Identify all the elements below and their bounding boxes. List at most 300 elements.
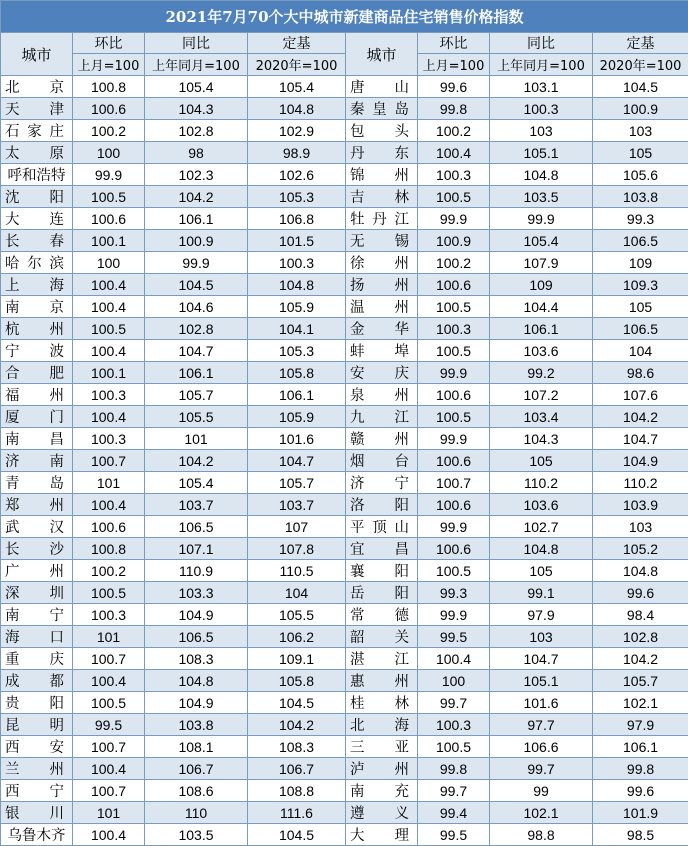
index-yoy-cell: 103 bbox=[490, 626, 593, 648]
index-yoy-cell: 108.6 bbox=[145, 780, 248, 802]
index-mom-cell: 99.9 bbox=[73, 164, 145, 186]
index-fixed-cell: 104.7 bbox=[593, 428, 688, 450]
city-name-cell: 济南 bbox=[1, 450, 73, 472]
index-yoy-cell: 106.1 bbox=[145, 362, 248, 384]
index-mom-cell: 99.9 bbox=[418, 208, 490, 230]
city-name-cell: 上海 bbox=[1, 274, 73, 296]
index-mom-cell: 99.5 bbox=[73, 714, 145, 736]
index-mom-cell: 101 bbox=[73, 626, 145, 648]
index-mom-cell: 100.6 bbox=[418, 538, 490, 560]
table-row bbox=[1, 516, 688, 538]
table-row bbox=[1, 758, 688, 780]
index-mom-cell: 100.3 bbox=[73, 604, 145, 626]
city-name-cell: 呼和浩特 bbox=[1, 164, 73, 186]
index-yoy-cell: 99.9 bbox=[145, 252, 248, 274]
city-name-cell: 合肥 bbox=[1, 362, 73, 384]
index-yoy-cell: 102.8 bbox=[145, 120, 248, 142]
index-mom-cell: 100.6 bbox=[418, 274, 490, 296]
index-fixed-cell: 104.1 bbox=[248, 318, 346, 340]
index-fixed-cell: 100.9 bbox=[593, 98, 688, 120]
index-mom-cell: 100.5 bbox=[73, 186, 145, 208]
index-mom-cell: 100.3 bbox=[73, 428, 145, 450]
index-yoy-cell: 105 bbox=[490, 450, 593, 472]
index-fixed-cell: 110.2 bbox=[593, 472, 688, 494]
table-row bbox=[1, 120, 688, 142]
index-fixed-cell: 105.3 bbox=[248, 340, 346, 362]
city-name-cell: 桂林 bbox=[346, 692, 418, 714]
city-name-cell: 石家庄 bbox=[1, 120, 73, 142]
header-city-left: 城市 bbox=[1, 33, 73, 76]
city-name-cell: 包头 bbox=[346, 120, 418, 142]
index-mom-cell: 100.1 bbox=[73, 362, 145, 384]
index-fixed-cell: 102.1 bbox=[593, 692, 688, 714]
city-name-cell: 赣州 bbox=[346, 428, 418, 450]
index-yoy-cell: 104.2 bbox=[145, 450, 248, 472]
city-name-cell: 西安 bbox=[1, 736, 73, 758]
index-fixed-cell: 105.3 bbox=[248, 186, 346, 208]
city-name-cell: 平顶山 bbox=[346, 516, 418, 538]
index-yoy-cell: 100.9 bbox=[145, 230, 248, 252]
index-mom-cell: 100 bbox=[73, 252, 145, 274]
table-row bbox=[1, 582, 688, 604]
index-fixed-cell: 104.8 bbox=[593, 560, 688, 582]
index-mom-cell: 100.6 bbox=[418, 450, 490, 472]
index-fixed-cell: 99.3 bbox=[593, 208, 688, 230]
city-name-cell: 唐山 bbox=[346, 76, 418, 98]
index-fixed-cell: 104.2 bbox=[593, 406, 688, 428]
index-yoy-cell: 109 bbox=[490, 274, 593, 296]
table-row bbox=[1, 208, 688, 230]
city-name-cell: 海口 bbox=[1, 626, 73, 648]
index-mom-cell: 100.8 bbox=[73, 76, 145, 98]
index-mom-cell: 100.2 bbox=[418, 120, 490, 142]
index-mom-cell: 100.5 bbox=[418, 186, 490, 208]
index-fixed-cell: 105.2 bbox=[593, 538, 688, 560]
city-name-cell: 南昌 bbox=[1, 428, 73, 450]
index-fixed-cell: 109.1 bbox=[248, 648, 346, 670]
index-mom-cell: 100.2 bbox=[418, 252, 490, 274]
city-name-cell: 大理 bbox=[346, 824, 418, 846]
index-mom-cell: 100 bbox=[418, 670, 490, 692]
index-fixed-cell: 106.2 bbox=[248, 626, 346, 648]
index-yoy-cell: 106.5 bbox=[145, 626, 248, 648]
index-yoy-cell: 106.7 bbox=[145, 758, 248, 780]
index-fixed-cell: 105.9 bbox=[248, 406, 346, 428]
index-fixed-cell: 103 bbox=[593, 516, 688, 538]
city-name-cell: 乌鲁木齐 bbox=[1, 824, 73, 846]
table-row bbox=[1, 296, 688, 318]
index-yoy-cell: 102.8 bbox=[145, 318, 248, 340]
city-name-cell: 三亚 bbox=[346, 736, 418, 758]
index-yoy-cell: 105.4 bbox=[490, 230, 593, 252]
header-city-right: 城市 bbox=[346, 33, 418, 76]
index-mom-cell: 99.9 bbox=[418, 362, 490, 384]
header-yoy-right: 同比 bbox=[490, 33, 593, 54]
index-yoy-cell: 99.1 bbox=[490, 582, 593, 604]
index-mom-cell: 100.4 bbox=[73, 406, 145, 428]
index-mom-cell: 100.4 bbox=[73, 824, 145, 846]
city-name-cell: 岳阳 bbox=[346, 582, 418, 604]
city-name-cell: 襄阳 bbox=[346, 560, 418, 582]
index-yoy-cell: 103.5 bbox=[490, 186, 593, 208]
index-yoy-cell: 98.8 bbox=[490, 824, 593, 846]
index-fixed-cell: 104 bbox=[248, 582, 346, 604]
city-name-cell: 成都 bbox=[1, 670, 73, 692]
header-mom-right: 环比 bbox=[418, 33, 490, 54]
city-name-cell: 无锡 bbox=[346, 230, 418, 252]
index-yoy-cell: 105.1 bbox=[490, 670, 593, 692]
index-yoy-cell: 105.4 bbox=[145, 76, 248, 98]
city-name-cell: 温州 bbox=[346, 296, 418, 318]
table-row bbox=[1, 186, 688, 208]
index-mom-cell: 100.6 bbox=[73, 98, 145, 120]
index-fixed-cell: 101.9 bbox=[593, 802, 688, 824]
index-fixed-cell: 104.7 bbox=[248, 450, 346, 472]
index-fixed-cell: 105.4 bbox=[248, 76, 346, 98]
index-fixed-cell: 109.3 bbox=[593, 274, 688, 296]
index-yoy-cell: 105.7 bbox=[145, 384, 248, 406]
index-yoy-cell: 103.1 bbox=[490, 76, 593, 98]
city-name-cell: 银川 bbox=[1, 802, 73, 824]
index-mom-cell: 100.3 bbox=[418, 164, 490, 186]
index-mom-cell: 100.5 bbox=[418, 736, 490, 758]
index-yoy-cell: 104.3 bbox=[145, 98, 248, 120]
index-fixed-cell: 104.5 bbox=[248, 824, 346, 846]
header-fixed-sub-left: 2020年=100 bbox=[248, 54, 346, 76]
index-yoy-cell: 103.6 bbox=[490, 494, 593, 516]
index-mom-cell: 100.6 bbox=[73, 516, 145, 538]
index-yoy-cell: 97.9 bbox=[490, 604, 593, 626]
index-fixed-cell: 102.6 bbox=[248, 164, 346, 186]
index-mom-cell: 100.7 bbox=[73, 780, 145, 802]
index-mom-cell: 100.5 bbox=[418, 560, 490, 582]
table-row bbox=[1, 98, 688, 120]
header-fixed-right: 定基 bbox=[593, 33, 688, 54]
index-yoy-cell: 103.3 bbox=[145, 582, 248, 604]
table-row bbox=[1, 604, 688, 626]
city-name-cell: 牡丹江 bbox=[346, 208, 418, 230]
index-mom-cell: 100.4 bbox=[418, 142, 490, 164]
header-mom-sub-right: 上月=100 bbox=[418, 54, 490, 76]
table-row bbox=[1, 340, 688, 362]
table-row bbox=[1, 494, 688, 516]
index-mom-cell: 100.5 bbox=[418, 296, 490, 318]
city-name-cell: 徐州 bbox=[346, 252, 418, 274]
table-row bbox=[1, 230, 688, 252]
city-name-cell: 金华 bbox=[346, 318, 418, 340]
table-row bbox=[1, 714, 688, 736]
index-yoy-cell: 98 bbox=[145, 142, 248, 164]
index-mom-cell: 100.6 bbox=[73, 208, 145, 230]
index-mom-cell: 101 bbox=[73, 802, 145, 824]
index-fixed-cell: 101.6 bbox=[248, 428, 346, 450]
index-mom-cell: 100.7 bbox=[418, 472, 490, 494]
table-row bbox=[1, 648, 688, 670]
city-name-cell: 青岛 bbox=[1, 472, 73, 494]
index-fixed-cell: 100.3 bbox=[248, 252, 346, 274]
city-name-cell: 西宁 bbox=[1, 780, 73, 802]
index-mom-cell: 100.6 bbox=[418, 384, 490, 406]
index-yoy-cell: 99.9 bbox=[490, 208, 593, 230]
city-name-cell: 宜昌 bbox=[346, 538, 418, 560]
index-yoy-cell: 108.3 bbox=[145, 648, 248, 670]
index-fixed-cell: 107.8 bbox=[248, 538, 346, 560]
index-yoy-cell: 99.2 bbox=[490, 362, 593, 384]
index-yoy-cell: 107.9 bbox=[490, 252, 593, 274]
index-fixed-cell: 106.5 bbox=[593, 318, 688, 340]
index-fixed-cell: 103 bbox=[593, 120, 688, 142]
index-fixed-cell: 103.8 bbox=[593, 186, 688, 208]
index-fixed-cell: 98.4 bbox=[593, 604, 688, 626]
index-yoy-cell: 100.3 bbox=[490, 98, 593, 120]
index-mom-cell: 100.4 bbox=[418, 648, 490, 670]
index-fixed-cell: 105.8 bbox=[248, 670, 346, 692]
city-name-cell: 北京 bbox=[1, 76, 73, 98]
table-row bbox=[1, 450, 688, 472]
index-fixed-cell: 108.3 bbox=[248, 736, 346, 758]
city-name-cell: 哈尔滨 bbox=[1, 252, 73, 274]
table-row bbox=[1, 626, 688, 648]
index-yoy-cell: 106.1 bbox=[490, 318, 593, 340]
city-name-cell: 泸州 bbox=[346, 758, 418, 780]
index-yoy-cell: 104.5 bbox=[145, 274, 248, 296]
index-yoy-cell: 97.7 bbox=[490, 714, 593, 736]
city-name-cell: 湛江 bbox=[346, 648, 418, 670]
city-name-cell: 烟台 bbox=[346, 450, 418, 472]
index-fixed-cell: 105 bbox=[593, 296, 688, 318]
city-name-cell: 韶关 bbox=[346, 626, 418, 648]
index-fixed-cell: 98.9 bbox=[248, 142, 346, 164]
city-name-cell: 厦门 bbox=[1, 406, 73, 428]
city-name-cell: 北海 bbox=[346, 714, 418, 736]
table-row bbox=[1, 142, 688, 164]
index-mom-cell: 100.5 bbox=[418, 406, 490, 428]
table-row bbox=[1, 164, 688, 186]
index-yoy-cell: 102.1 bbox=[490, 802, 593, 824]
city-name-cell: 宁波 bbox=[1, 340, 73, 362]
index-mom-cell: 99.9 bbox=[418, 428, 490, 450]
city-name-cell: 秦皇岛 bbox=[346, 98, 418, 120]
city-name-cell: 常德 bbox=[346, 604, 418, 626]
index-mom-cell: 99.9 bbox=[418, 604, 490, 626]
index-fixed-cell: 102.9 bbox=[248, 120, 346, 142]
index-mom-cell: 100.7 bbox=[73, 736, 145, 758]
index-yoy-cell: 104.8 bbox=[145, 670, 248, 692]
city-name-cell: 扬州 bbox=[346, 274, 418, 296]
index-fixed-cell: 106.5 bbox=[593, 230, 688, 252]
index-mom-cell: 100.1 bbox=[73, 230, 145, 252]
index-mom-cell: 100.4 bbox=[73, 340, 145, 362]
city-name-cell: 广州 bbox=[1, 560, 73, 582]
table-row bbox=[1, 318, 688, 340]
index-yoy-cell: 104.8 bbox=[490, 538, 593, 560]
index-fixed-cell: 105.7 bbox=[248, 472, 346, 494]
index-yoy-cell: 103.4 bbox=[490, 406, 593, 428]
index-yoy-cell: 102.3 bbox=[145, 164, 248, 186]
index-yoy-cell: 106.1 bbox=[145, 208, 248, 230]
index-mom-cell: 100.7 bbox=[73, 648, 145, 670]
index-fixed-cell: 105.8 bbox=[248, 362, 346, 384]
index-fixed-cell: 97.9 bbox=[593, 714, 688, 736]
city-name-cell: 安庆 bbox=[346, 362, 418, 384]
city-name-cell: 重庆 bbox=[1, 648, 73, 670]
index-yoy-cell: 104.6 bbox=[145, 296, 248, 318]
city-name-cell: 贵阳 bbox=[1, 692, 73, 714]
index-fixed-cell: 105.6 bbox=[593, 164, 688, 186]
city-name-cell: 丹东 bbox=[346, 142, 418, 164]
city-name-cell: 长沙 bbox=[1, 538, 73, 560]
table-row bbox=[1, 692, 688, 714]
city-name-cell: 杭州 bbox=[1, 318, 73, 340]
index-mom-cell: 99.7 bbox=[418, 780, 490, 802]
header-mom-left: 环比 bbox=[73, 33, 145, 54]
city-name-cell: 南充 bbox=[346, 780, 418, 802]
index-mom-cell: 100.6 bbox=[418, 494, 490, 516]
table-row bbox=[1, 406, 688, 428]
index-yoy-cell: 110.9 bbox=[145, 560, 248, 582]
index-mom-cell: 100.2 bbox=[73, 120, 145, 142]
index-fixed-cell: 99.6 bbox=[593, 582, 688, 604]
city-name-cell: 济宁 bbox=[346, 472, 418, 494]
index-fixed-cell: 101.5 bbox=[248, 230, 346, 252]
table-row bbox=[1, 472, 688, 494]
city-name-cell: 吉林 bbox=[346, 186, 418, 208]
index-fixed-cell: 110.5 bbox=[248, 560, 346, 582]
index-mom-cell: 100.4 bbox=[73, 274, 145, 296]
index-yoy-cell: 103.6 bbox=[490, 340, 593, 362]
index-fixed-cell: 104.2 bbox=[248, 714, 346, 736]
index-fixed-cell: 107 bbox=[248, 516, 346, 538]
index-fixed-cell: 104.8 bbox=[248, 98, 346, 120]
index-yoy-cell: 104.3 bbox=[490, 428, 593, 450]
index-yoy-cell: 104.9 bbox=[145, 692, 248, 714]
index-yoy-cell: 99 bbox=[490, 780, 593, 802]
index-mom-cell: 101 bbox=[73, 472, 145, 494]
index-fixed-cell: 104.2 bbox=[593, 648, 688, 670]
index-fixed-cell: 106.1 bbox=[248, 384, 346, 406]
index-mom-cell: 100.4 bbox=[73, 758, 145, 780]
index-fixed-cell: 109 bbox=[593, 252, 688, 274]
index-yoy-cell: 103.5 bbox=[145, 824, 248, 846]
index-fixed-cell: 105 bbox=[593, 142, 688, 164]
city-name-cell: 南京 bbox=[1, 296, 73, 318]
table-body bbox=[1, 76, 688, 846]
city-name-cell: 锦州 bbox=[346, 164, 418, 186]
index-yoy-cell: 108.1 bbox=[145, 736, 248, 758]
index-mom-cell: 100.5 bbox=[73, 318, 145, 340]
index-fixed-cell: 99.8 bbox=[593, 758, 688, 780]
index-yoy-cell: 104.2 bbox=[145, 186, 248, 208]
index-mom-cell: 100.2 bbox=[73, 560, 145, 582]
index-yoy-cell: 104.7 bbox=[490, 648, 593, 670]
table-row bbox=[1, 252, 688, 274]
index-fixed-cell: 102.8 bbox=[593, 626, 688, 648]
index-yoy-cell: 103 bbox=[490, 120, 593, 142]
index-yoy-cell: 110 bbox=[145, 802, 248, 824]
index-mom-cell: 100.8 bbox=[73, 538, 145, 560]
index-fixed-cell: 104 bbox=[593, 340, 688, 362]
city-name-cell: 洛阳 bbox=[346, 494, 418, 516]
table-row bbox=[1, 362, 688, 384]
index-fixed-cell: 104.5 bbox=[248, 692, 346, 714]
index-yoy-cell: 110.2 bbox=[490, 472, 593, 494]
index-fixed-cell: 99.6 bbox=[593, 780, 688, 802]
index-fixed-cell: 98.5 bbox=[593, 824, 688, 846]
index-fixed-cell: 107.6 bbox=[593, 384, 688, 406]
table-row bbox=[1, 824, 688, 846]
index-mom-cell: 99.5 bbox=[418, 626, 490, 648]
index-yoy-cell: 107.2 bbox=[490, 384, 593, 406]
index-fixed-cell: 103.9 bbox=[593, 494, 688, 516]
table-row bbox=[1, 736, 688, 758]
table-row bbox=[1, 76, 688, 98]
header-mom-sub-left: 上月=100 bbox=[73, 54, 145, 76]
index-yoy-cell: 103.7 bbox=[145, 494, 248, 516]
city-name-cell: 蚌埠 bbox=[346, 340, 418, 362]
city-name-cell: 武汉 bbox=[1, 516, 73, 538]
index-mom-cell: 100.5 bbox=[73, 582, 145, 604]
table-row bbox=[1, 560, 688, 582]
city-name-cell: 昆明 bbox=[1, 714, 73, 736]
city-name-cell: 惠州 bbox=[346, 670, 418, 692]
table-row bbox=[1, 670, 688, 692]
index-yoy-cell: 106.6 bbox=[490, 736, 593, 758]
index-mom-cell: 99.5 bbox=[418, 824, 490, 846]
index-fixed-cell: 104.5 bbox=[593, 76, 688, 98]
table-row bbox=[1, 274, 688, 296]
index-mom-cell: 99.6 bbox=[418, 76, 490, 98]
city-name-cell: 大连 bbox=[1, 208, 73, 230]
index-fixed-cell: 106.7 bbox=[248, 758, 346, 780]
index-mom-cell: 99.9 bbox=[418, 516, 490, 538]
header-yoy-sub-left: 上年同月=100 bbox=[145, 54, 248, 76]
index-fixed-cell: 105.9 bbox=[248, 296, 346, 318]
index-yoy-cell: 101 bbox=[145, 428, 248, 450]
index-mom-cell: 100.3 bbox=[418, 318, 490, 340]
header-yoy-left: 同比 bbox=[145, 33, 248, 54]
table-row bbox=[1, 428, 688, 450]
city-name-cell: 兰州 bbox=[1, 758, 73, 780]
index-yoy-cell: 102.7 bbox=[490, 516, 593, 538]
index-fixed-cell: 106.8 bbox=[248, 208, 346, 230]
index-mom-cell: 99.7 bbox=[418, 692, 490, 714]
city-name-cell: 遵义 bbox=[346, 802, 418, 824]
city-name-cell: 九江 bbox=[346, 406, 418, 428]
index-mom-cell: 100.5 bbox=[418, 340, 490, 362]
index-mom-cell: 100.4 bbox=[73, 494, 145, 516]
index-mom-cell: 99.8 bbox=[418, 98, 490, 120]
header-fixed-sub-right: 2020年=100 bbox=[593, 54, 688, 76]
header-fixed-left: 定基 bbox=[248, 33, 346, 54]
index-yoy-cell: 104.9 bbox=[145, 604, 248, 626]
city-name-cell: 深圳 bbox=[1, 582, 73, 604]
index-yoy-cell: 105.5 bbox=[145, 406, 248, 428]
index-mom-cell: 100.3 bbox=[418, 714, 490, 736]
index-yoy-cell: 104.8 bbox=[490, 164, 593, 186]
table-row bbox=[1, 384, 688, 406]
city-name-cell: 泉州 bbox=[346, 384, 418, 406]
index-yoy-cell: 99.7 bbox=[490, 758, 593, 780]
index-fixed-cell: 105.7 bbox=[593, 670, 688, 692]
index-mom-cell: 100 bbox=[73, 142, 145, 164]
index-yoy-cell: 105.1 bbox=[490, 142, 593, 164]
city-name-cell: 福州 bbox=[1, 384, 73, 406]
index-fixed-cell: 106.1 bbox=[593, 736, 688, 758]
city-name-cell: 太原 bbox=[1, 142, 73, 164]
index-yoy-cell: 103.8 bbox=[145, 714, 248, 736]
index-fixed-cell: 103.7 bbox=[248, 494, 346, 516]
index-fixed-cell: 104.8 bbox=[248, 274, 346, 296]
